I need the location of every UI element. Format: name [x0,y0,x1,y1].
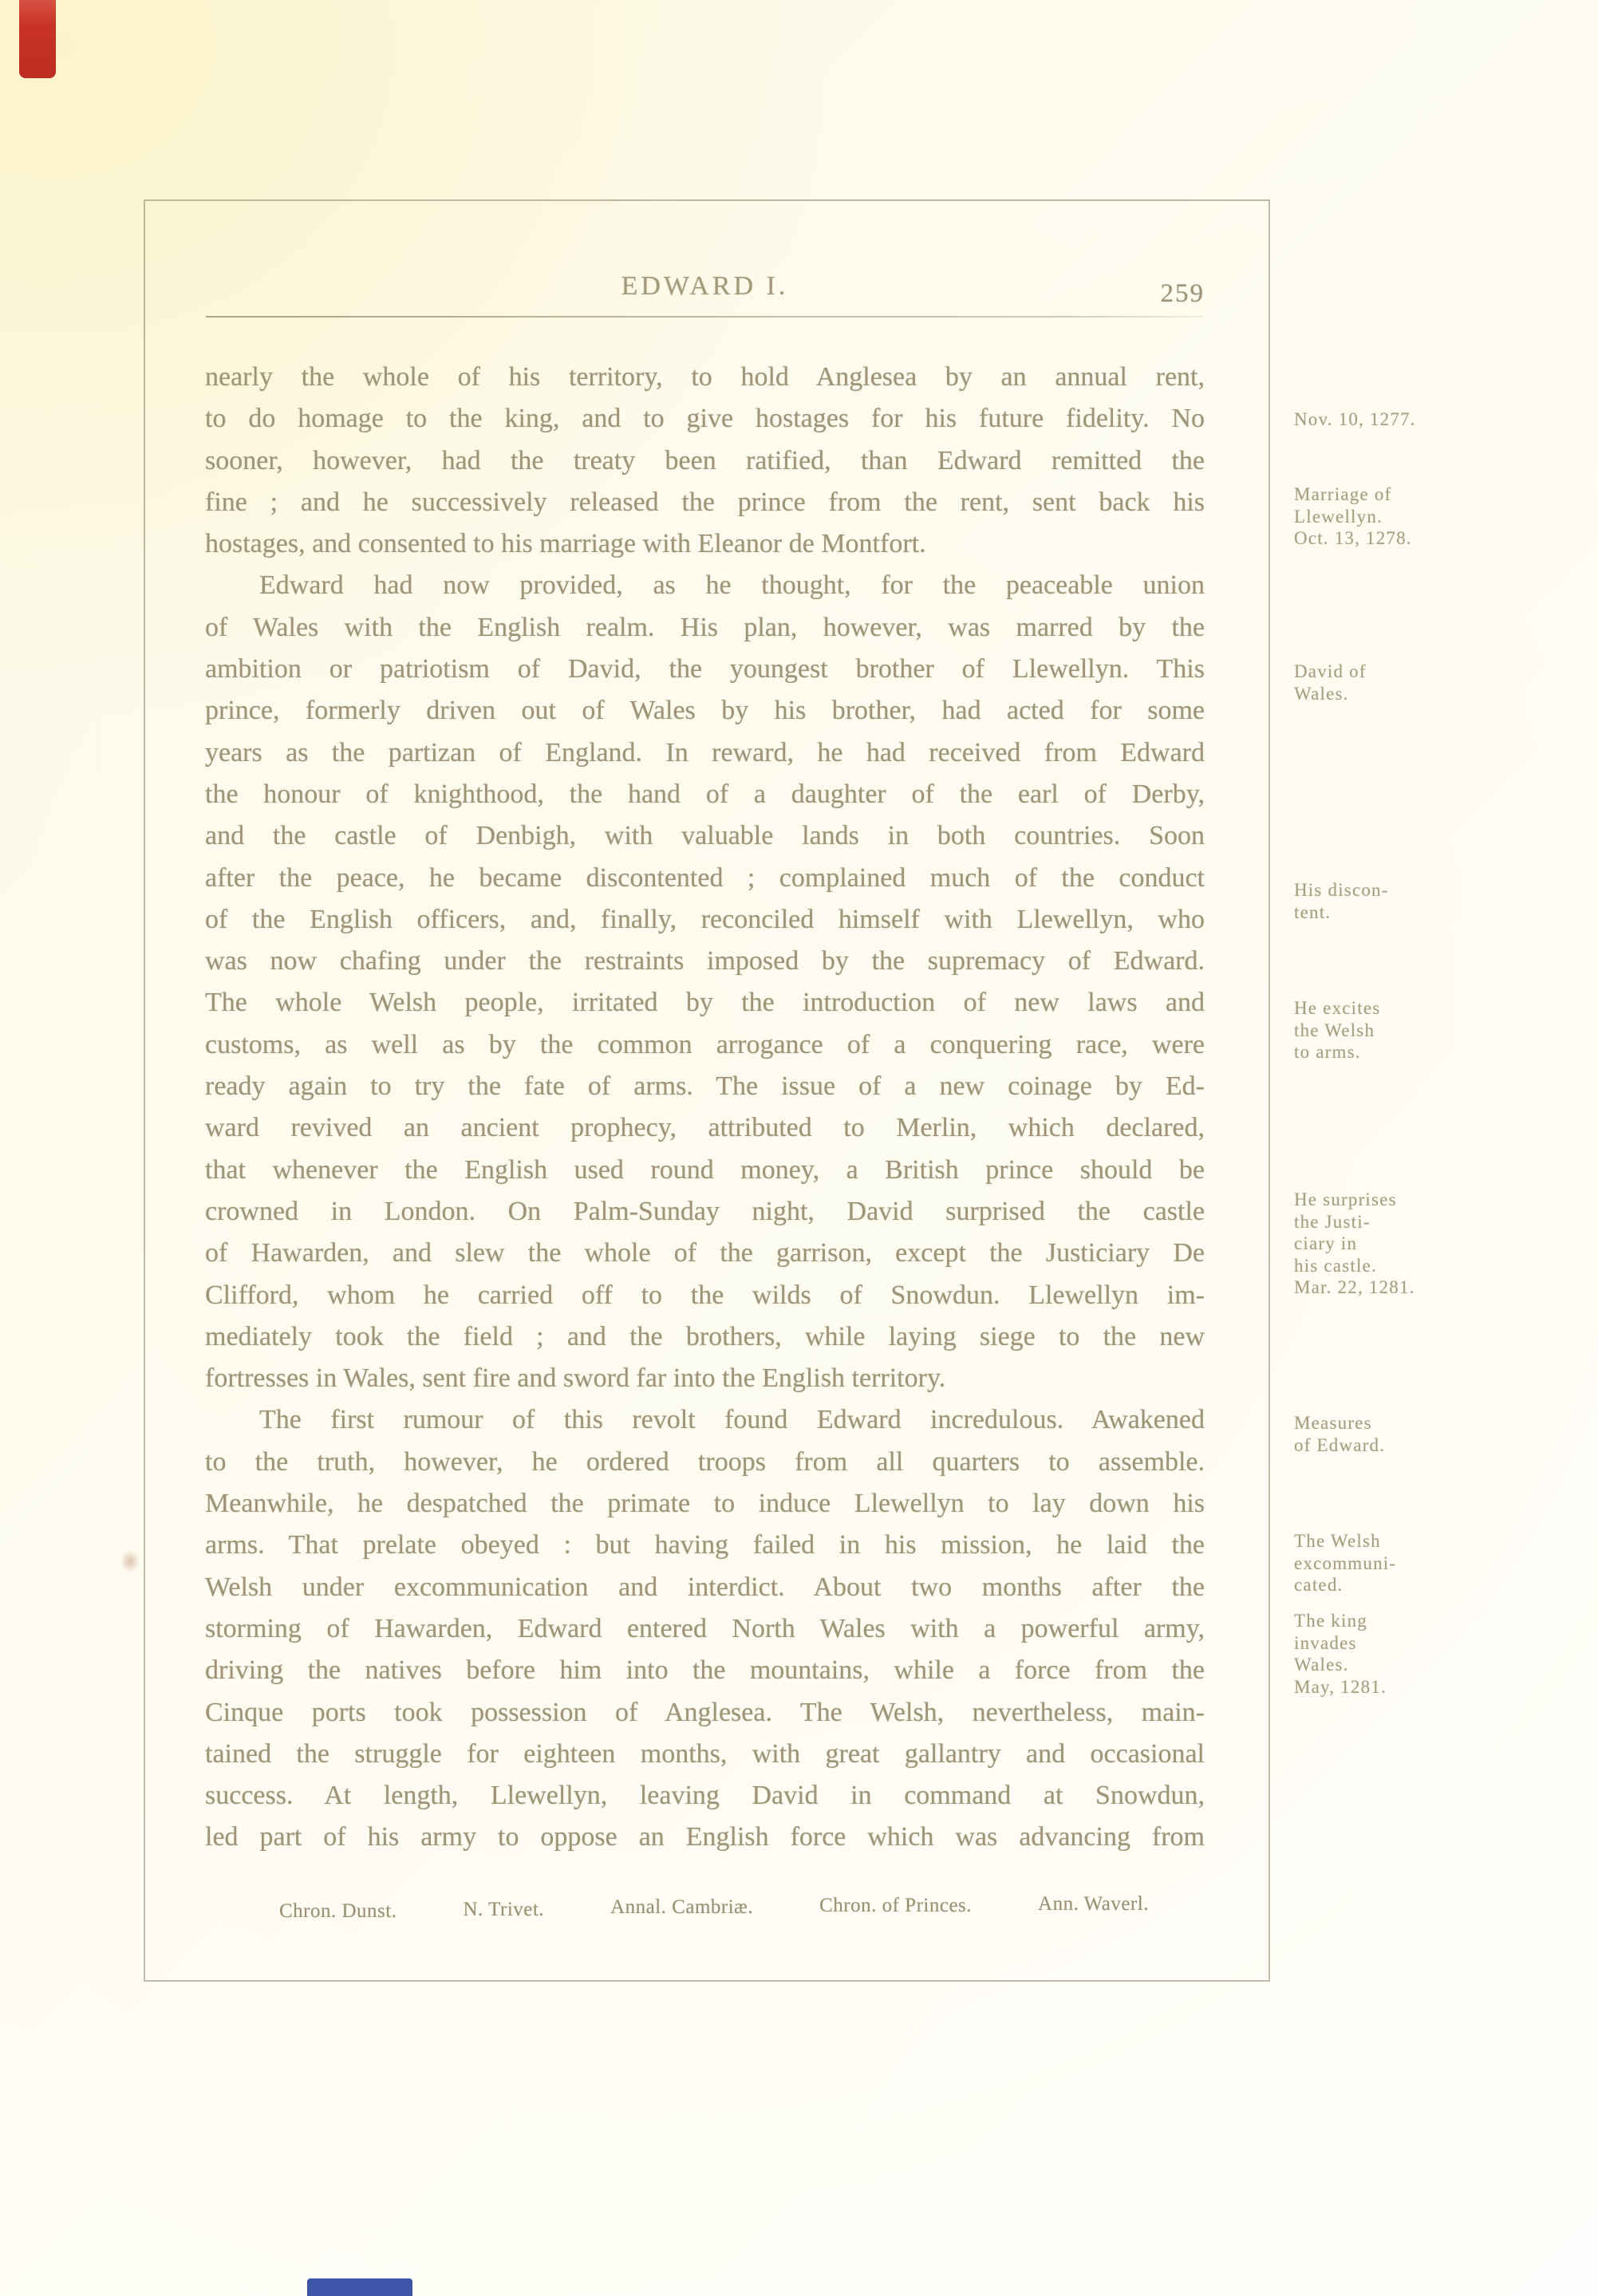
margin-note: He surprises the Justi- ciary in his castle. Mar. 22, 1281. [1294,1189,1415,1297]
red-calibration-mark [19,0,56,78]
body-line: sooner, however, had the treaty been ratified, than Edward remitted the [205,445,1205,475]
ink-smudge [116,1546,144,1576]
body-line: of the English officers, and, finally, reconciled himself with Llewellyn, who [205,904,1205,934]
page-header-title: EDWARD I. [621,271,789,301]
margin-note: Measures of Edward. [1294,1413,1386,1455]
margin-note: He excites the Welsh to arms. [1294,998,1381,1062]
body-line: led part of his army to oppose an English force which was advancing from [205,1822,1205,1852]
body-line: and the castle of Denbigh, with valuable lands in both countries. Soon [205,821,1205,851]
body-line: success. At length, Llewellyn, leaving David in command at Snowdun, [205,1781,1205,1811]
body-line: ready again to try the fate of arms. The issue of a new coinage by Ed- [205,1071,1205,1102]
body-line: after the peace, he became discontented ; complained much of the conduct [205,862,1205,893]
body-line: customs, as well as by the common arrogance of a conquering race, were [205,1029,1205,1059]
body-line: prince, formerly driven out of Wales by his brother, had acted for some [205,696,1205,726]
body-line: of Wales with the English realm. His plan, however, was marred by the [205,612,1205,642]
body-line: Edward had now provided, as he thought, for the peaceable union [259,570,1205,601]
body-line: Meanwhile, he despatched the primate to induce Llewellyn to lay down his [205,1489,1205,1519]
margin-note: Nov. 10, 1277. [1294,409,1416,429]
body-line: driving the natives before him into the mountains, while a force from the [205,1655,1205,1686]
margin-note: David of Wales. [1294,661,1367,704]
body-line: arms. That prelate obeyed : but having failed in his mission, he laid the [205,1530,1205,1560]
body-line: tained the struggle for eighteen months, with great gallantry and occasional [205,1738,1205,1769]
page-number: 259 [1160,279,1205,308]
body-line: fortresses in Wales, sent fire and sword far into the English territory. [205,1363,946,1394]
body-line: to the truth, however, he ordered troops from all quarters to assemble. [205,1446,1205,1477]
footnote-item: Annal. Cambriæ. [610,1896,754,1918]
margin-note: The Welsh excommuni- cated. [1294,1531,1397,1595]
body-line: crowned in London. On Palm-Sunday night, David surprised the castle [205,1196,1205,1226]
body-line: Clifford, whom he carried off to the wilds of Snowdun. Llewellyn im- [205,1280,1205,1310]
margin-note: His discon- tent. [1294,880,1389,922]
footnote-item: N. Trivet. [463,1899,545,1920]
body-line: Cinque ports took possession of Anglesea. The Welsh, nevertheless, main- [205,1697,1205,1727]
body-line: years as the partizan of England. In reward, he had received from Edward [205,737,1205,767]
body-line: ambition or patriotism of David, the youngest brother of Llewellyn. This [205,654,1205,684]
footnote-item: Chron. of Princes. [819,1895,973,1916]
body-line: nearly the whole of his territory, to hold Anglesea by an annual rent, [205,362,1205,392]
margin-note: The king invades Wales. May, 1281. [1294,1611,1387,1697]
body-line: The whole Welsh people, irritated by the introduction of new laws and [205,988,1205,1018]
footnote-row [279,1893,1149,1923]
body-line: storming of Hawarden, Edward entered North Wales with a powerful army, [205,1613,1205,1643]
body-line: to do homage to the king, and to give hostages for his future fidelity. No [205,404,1205,434]
body-text [205,357,1205,1859]
body-line: Welsh under excommunication and interdict. About two months after the [205,1572,1205,1602]
blue-calibration-mark [307,2278,412,2296]
header-rule [206,316,1203,318]
footnote-item: Ann. Waverl. [1038,1893,1149,1915]
footnote-item: Chron. Dunst. [279,1900,397,1922]
body-line: the honour of knighthood, the hand of a daughter of the earl of Derby, [205,779,1205,809]
body-line: mediately took the field ; and the brothers, while laying siege to the new [205,1321,1205,1351]
body-line: The first rumour of this revolt found Edward incredulous. Awakened [259,1405,1205,1435]
margin-note: Marriage of Llewellyn. Oct. 13, 1278. [1294,484,1412,548]
body-line: that whenever the English used round money, a British prince should be [205,1154,1205,1185]
body-line: ward revived an ancient prophecy, attributed to Merlin, which declared, [205,1113,1205,1143]
body-line: hostages, and consented to his marriage with Eleanor de Montfort. [205,529,926,559]
body-line: of Hawarden, and slew the whole of the garrison, except the Justiciary De [205,1238,1205,1268]
body-line: fine ; and he successively released the prince from the rent, sent back his [205,487,1205,517]
body-line: was now chafing under the restraints imposed by the supremacy of Edward. [205,946,1205,976]
